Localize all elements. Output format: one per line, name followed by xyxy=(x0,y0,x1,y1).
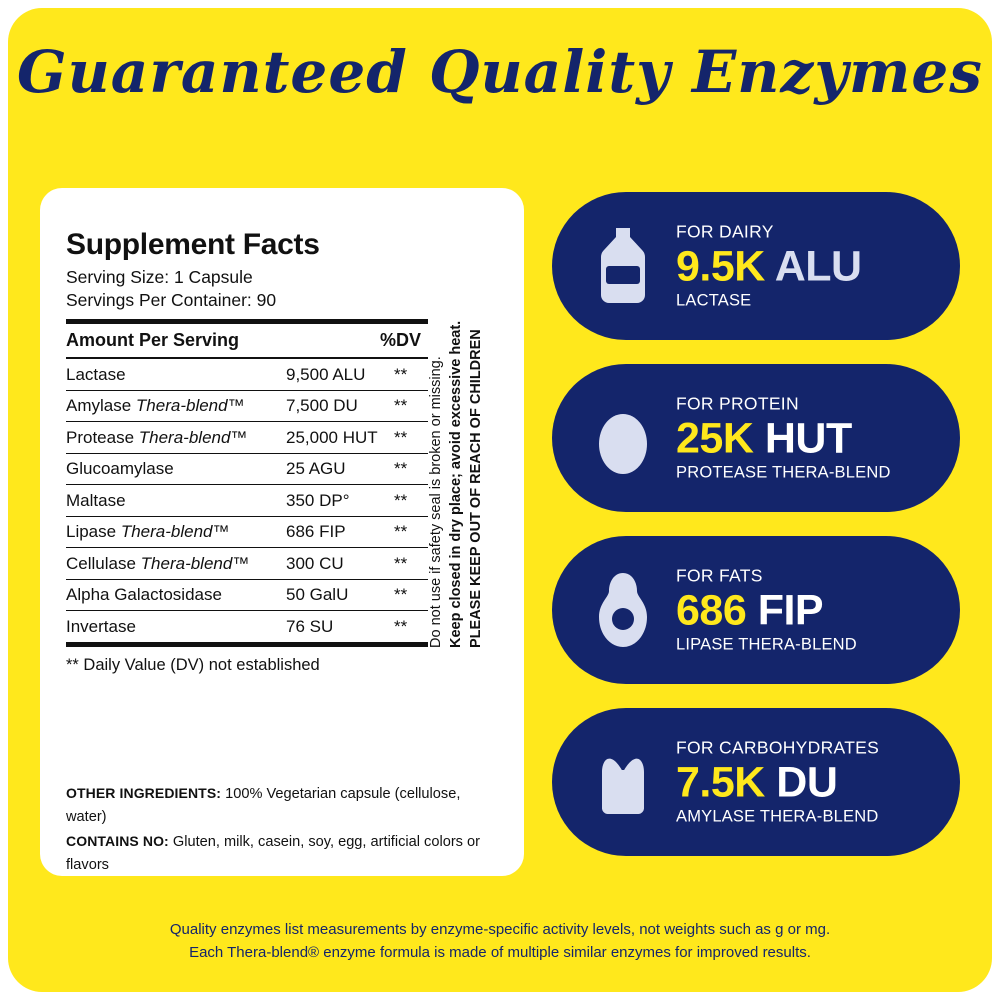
table-header-row xyxy=(66,324,428,357)
bread-icon xyxy=(586,739,660,825)
pill-number: 7.5K xyxy=(676,758,765,807)
row-amount: 300 CU xyxy=(286,553,344,573)
table-row xyxy=(66,485,428,516)
pill-number: 9.5K xyxy=(676,242,765,291)
pill-subtitle: PROTEASE THERA-BLEND xyxy=(676,463,891,482)
benefit-pill-carbohydrates xyxy=(552,708,960,856)
pill-unit: DU xyxy=(776,758,838,807)
row-name: Cellulase Thera-blend™ xyxy=(66,553,250,573)
row-name: Protease Thera-blend™ xyxy=(66,427,248,447)
benefit-pill-dairy xyxy=(552,192,960,340)
egg-icon xyxy=(586,395,660,481)
pill-headline xyxy=(676,586,948,635)
row-name: Invertase xyxy=(66,616,136,636)
row-name: Maltase xyxy=(66,490,126,510)
row-name: Glucoamylase xyxy=(66,459,174,479)
row-dv: ** xyxy=(394,490,408,510)
table-row xyxy=(66,517,428,548)
row-amount: 350 DP° xyxy=(286,490,350,510)
table-row xyxy=(66,548,428,579)
row-dv: ** xyxy=(394,585,408,605)
pill-headline xyxy=(676,414,948,463)
benefit-pill-fats xyxy=(552,536,960,684)
footer-note xyxy=(0,918,1000,965)
benefit-pill-protein xyxy=(552,364,960,512)
row-dv: ** xyxy=(394,396,408,416)
pill-unit: ALU xyxy=(774,242,862,291)
supplement-facts-panel xyxy=(40,188,524,876)
side-warning-text xyxy=(428,228,518,648)
row-amount: 50 GalU xyxy=(286,585,349,605)
pill-subtitle: AMYLASE THERA-BLEND xyxy=(676,807,879,826)
contains-no-label: CONTAINS NO: xyxy=(66,832,169,849)
table-row xyxy=(66,454,428,485)
pill-text-carbohydrates xyxy=(676,737,948,826)
row-dv: ** xyxy=(394,427,408,447)
daily-value-footnote: ** Daily Value (DV) not established xyxy=(66,655,320,674)
row-name: Lactase xyxy=(66,364,126,384)
side-note-1: Do not use if safety seal is broken or missing. xyxy=(428,356,444,648)
row-dv: ** xyxy=(394,553,408,573)
row-dv: ** xyxy=(394,522,408,542)
table-row xyxy=(66,611,428,642)
row-amount: 25 AGU xyxy=(286,459,346,479)
pill-subtitle: LACTASE xyxy=(676,291,752,310)
other-ingredients-label: OTHER INGREDIENTS: xyxy=(66,785,222,801)
row-dv: ** xyxy=(394,364,408,384)
avocado-icon xyxy=(586,567,660,653)
footer-line-2: Each Thera-blend® enzyme formula is made of multiple similar enzymes for improved results. xyxy=(189,944,811,962)
table-row xyxy=(66,391,428,422)
milk-jug-icon xyxy=(586,223,660,309)
row-dv: ** xyxy=(394,459,408,479)
other-ingredients-value: 100% Vegetarian capsule (cellulose, water) xyxy=(66,786,461,826)
pill-subtitle: LIPASE THERA-BLEND xyxy=(676,635,857,654)
pill-unit: FIP xyxy=(757,586,824,635)
pill-text-protein xyxy=(676,393,948,482)
pill-text-dairy xyxy=(676,221,948,310)
other-ingredients-line xyxy=(66,782,498,830)
pill-number: 686 xyxy=(676,586,747,635)
table-row xyxy=(66,359,428,390)
pill-text-fats xyxy=(676,565,948,654)
row-amount: 9,500 ALU xyxy=(286,364,366,384)
pill-headline xyxy=(676,758,948,807)
column-header-amount: Amount Per Serving xyxy=(66,330,240,351)
facts-title: Supplement Facts xyxy=(66,228,320,261)
column-header-dv: %DV xyxy=(380,330,422,351)
panel-bottom-notes xyxy=(66,782,498,877)
pill-category: FOR CARBOHYDRATES xyxy=(676,737,880,758)
row-amount: 7,500 DU xyxy=(286,396,358,416)
pill-category: FOR PROTEIN xyxy=(676,393,799,414)
pill-category: FOR FATS xyxy=(676,565,763,586)
pill-category: FOR DAIRY xyxy=(676,221,774,242)
row-amount: 25,000 HUT xyxy=(286,427,378,447)
table-row xyxy=(66,580,428,611)
pill-unit: HUT xyxy=(764,414,852,463)
pill-headline xyxy=(676,242,948,291)
row-name: Lipase Thera-blend™ xyxy=(66,522,230,542)
row-name: Alpha Galactosidase xyxy=(66,585,222,605)
servings-per-container: Servings Per Container: 90 xyxy=(66,290,277,311)
row-amount: 76 SU xyxy=(286,616,334,636)
pill-number: 25K xyxy=(676,414,754,463)
footer-line-1: Quality enzymes list measurements by enzyme-specific activity levels, not weights such as g or mg. xyxy=(169,921,831,938)
contains-no-line xyxy=(66,830,498,878)
row-amount: 686 FIP xyxy=(286,522,346,542)
table-row xyxy=(66,422,428,453)
row-name: Amylase Thera-blend™ xyxy=(66,396,245,416)
contains-no-value: Gluten, milk, casein, soy, egg, artificial colors or flavors xyxy=(66,833,481,874)
side-note-3: PLEASE KEEP OUT OF REACH OF CHILDREN xyxy=(468,329,484,648)
side-note-2: Keep closed in dry place; avoid excessive heat. xyxy=(448,320,464,648)
page-title: Guaranteed Quality Enzymes xyxy=(17,38,983,106)
serving-size: Serving Size: 1 Capsule xyxy=(66,267,253,287)
row-dv: ** xyxy=(394,616,408,636)
